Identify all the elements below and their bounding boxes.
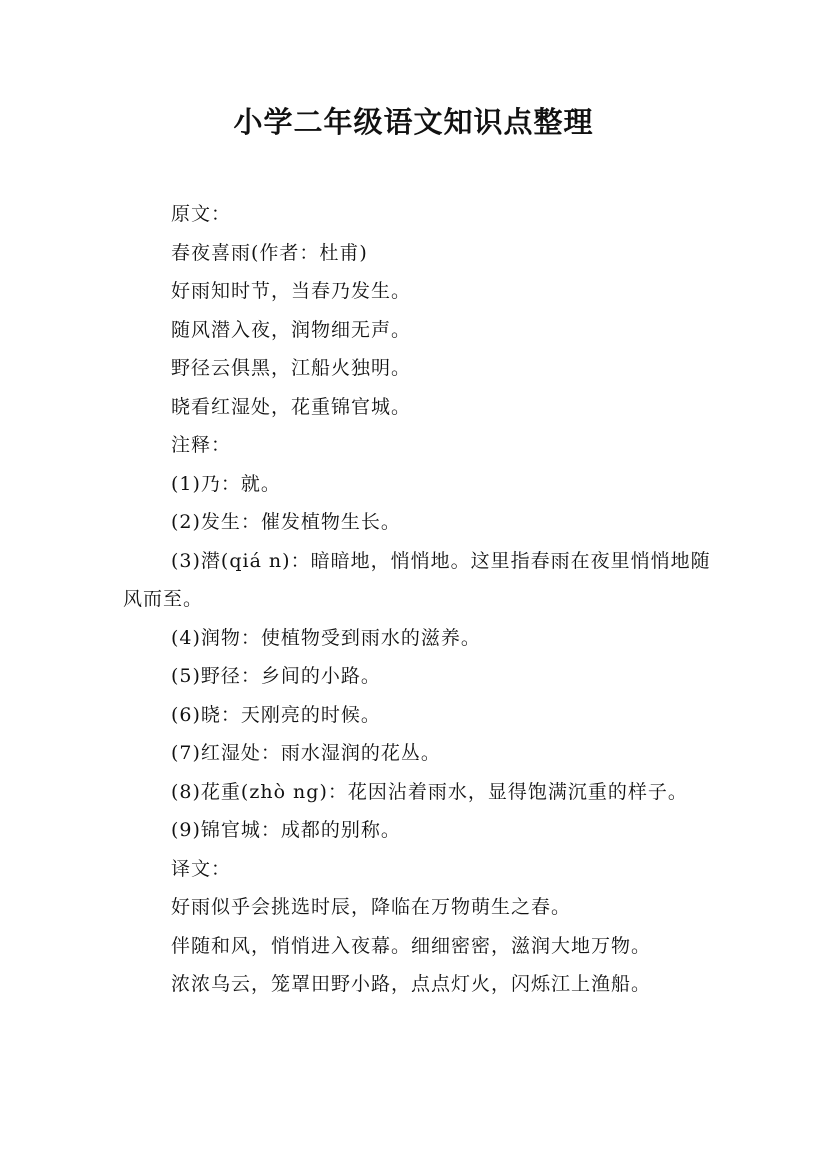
paragraph-notes-heading: 注释： [171,434,232,456]
paragraph-note-9: (9)锦官城：成都的别称。 [171,819,401,841]
paragraph-note-1: (1)乃：就。 [171,472,281,495]
paragraph-poem-line-1: 好雨知时节，当春乃发生。 [171,280,412,302]
paragraph-note-7: (7)红湿处：雨水湿润的花丛。 [171,742,441,764]
paragraph-original-heading: 原文： [171,203,232,225]
paragraph-translation-2: 伴随和风，悄悄进入夜幕。细细密密，滋润大地万物。 [171,934,652,957]
paragraph-translation-1: 好雨似乎会挑选时辰，降临在万物萌生之春。 [171,896,572,918]
paragraph-translation-heading: 译文： [171,857,232,880]
paragraph-translation-3: 浓浓乌云，笼罩田野小路，点点灯火，闪烁江上渔船。 [171,973,652,995]
paragraph-note-8: (8)花重(zhò ng)：花因沾着雨水，显得饱满沉重的样子。 [171,780,688,803]
paragraph-note-6: (6)晓：天刚亮的时候。 [171,703,381,726]
paragraph-note-3: (3)潜(qiá n)：暗暗地，悄悄地。这里指春雨在夜里悄悄地随风而至。 [123,549,711,610]
paragraph-note-2: (2)发生：催发植物生长。 [171,511,401,533]
paragraph-poem-line-3: 野径云俱黑，江船火独明。 [171,357,412,379]
paragraph-poem-title: 春夜喜雨(作者：杜甫) [171,241,368,264]
paragraph-poem-line-2: 随风潜入夜，润物细无声。 [171,318,412,341]
paragraph-note-5: (5)野径：乡间的小路。 [171,665,381,687]
paragraph-note-4: (4)润物：使植物受到雨水的滋养。 [171,626,481,649]
paragraph-poem-line-4: 晓看红湿处，花重锦官城。 [171,395,412,418]
document-body [123,195,713,1004]
page-title: 小学二年级语文知识点整理 [233,105,594,139]
